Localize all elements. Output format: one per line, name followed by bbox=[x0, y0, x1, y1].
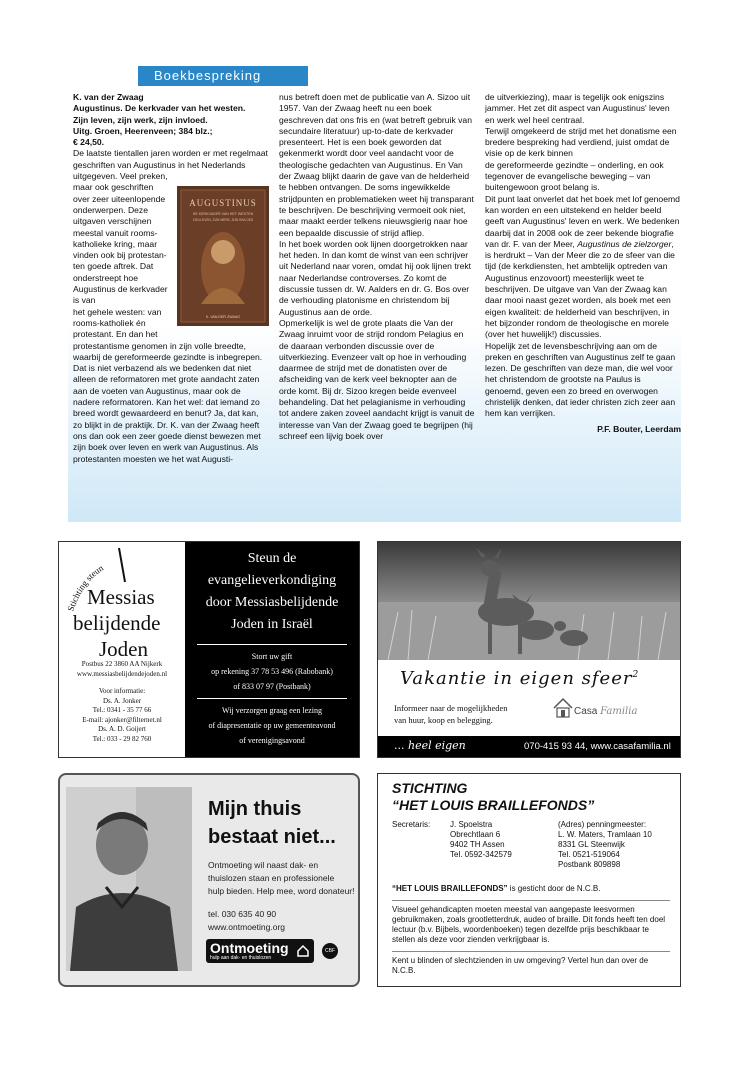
ontmoeting-logo-sub: hulp aan dak- en thuislozen bbox=[210, 955, 272, 961]
messias-address: Postbus 22 3860 AA Nijkerk bbox=[81, 660, 163, 668]
messias-gift: of 833 07 97 (Postbank) bbox=[233, 682, 311, 691]
ontmoeting-headline: bestaat niet... bbox=[208, 826, 336, 848]
braille-paragraph: Kent u blinden of slechtzienden in uw omgeving? Vertel hun dan over de N.C.B. bbox=[392, 956, 649, 975]
vakantie-url[interactable]: www.casafamilia.nl bbox=[590, 741, 671, 752]
braille-paragraph: Visueel gehandicapten moeten meestal van aangepaste leesvormen gebruikmaken, zoals grootletterdruk, audeo of braille. Dit fonds heeft ten doel lectuur (b.v. Bijbels, woordenboeken) tegen dezelfde prijs beschikbaar te stellen als deze voor zienden verkrijgbaar is. bbox=[392, 905, 666, 944]
messias-logo bbox=[59, 542, 185, 662]
cover-author: K. VAN DER ZWAAG bbox=[205, 315, 241, 320]
braille-title: “HET LOUIS BRAILLEFONDS” bbox=[392, 797, 595, 813]
messias-right-panel bbox=[185, 542, 359, 757]
cover-subtitle-2: ZIJN LEVEN, ZIJN WERK, ZIJN INVLOED bbox=[192, 218, 254, 223]
messias-gift: op rekening 37 78 53 496 (Rabobank) bbox=[211, 667, 333, 676]
braille-secretaris: 9402 TH Assen bbox=[450, 840, 505, 849]
braille-penning: 8331 GL Steenwijk bbox=[558, 840, 625, 849]
cbf-badge: CBF bbox=[322, 943, 338, 959]
braille-founded bbox=[392, 884, 670, 894]
ontmoeting-url[interactable]: www.ontmoeting.org bbox=[208, 922, 286, 932]
messias-info: Voor informatie: bbox=[98, 687, 146, 695]
vakantie-footer bbox=[378, 736, 680, 757]
review-text: De laatste tientallen jaren worden er met regelmaat geschriften van Augustinus in het Nederlands uitgegeven. Veel preken, bbox=[73, 148, 268, 182]
braille-founded-rest: is gesticht door de N.C.B. bbox=[507, 884, 601, 893]
review-header-4: Uitg. Groen, Heerenveen; 384 blz.; bbox=[73, 125, 213, 136]
review-text: nus betreft doen met de publicatie van A. Sizoo uit 1957. Van der Zwaag heeft nu een boek geschreven dat ons fris en (wat betreft gebruik van secundaire literatuur) up-to-date de kerkvader presenteert. Het is een boek geworden dat gekenmerkt wordt door veel aandacht voor de theologische gedachten van Augustinus. En Van der Zwaag blijkt daarin de gave van de helderheid te hebben ontvangen. De soms ingewikkelde strijdpunten en problematieken weet hij transparant te beschrijven. De beschrijving vermoeit ook niet, maar maakt eerder telkens nieuwsgierig naar hoe een bepaalde discussie of strijd afliep. bbox=[279, 92, 474, 238]
messias-info: E-mail: ajonker@filternet.nl bbox=[82, 715, 162, 724]
review-text: het gehele westen: van rooms-katholiek én protestant. En dan het protestantisme genomen in zijn volle breedte, waarbij de gereformeerde gezindte is inbegrepen. Dat is niet verbazend als we bedenken dat niet alleen de reformatoren met grote aandacht zaten aan de voeten van Augustinus, maar ook de nadere reformatoren. Kan het wel: dat iemand zo breed wordt gewaardeerd en benut? Ja, dat kan, zo blijkt in de praktijk. Dr. K. van der Zwaag heeft ons dan ook een zeer goede dienst bewezen met zijn boek over leven en werk van Augustinus. Als protestanten moesten we het wat Augusti- bbox=[73, 306, 263, 464]
casa-brand-2: Familia bbox=[600, 706, 638, 717]
casa-brand: Casa bbox=[574, 706, 598, 717]
review-text-part: Dit punt laat onverlet dat het boek met lof genoemd kan worden en een uitstekend en helder beeld geeft van Augustinus' leven en werk. We bedenken daarbij dat in 2008 ook de zeer bekende biografie van dr. F. van der Meer, bbox=[485, 193, 680, 249]
messias-headline: evangelieverkondiging bbox=[207, 573, 337, 588]
braille-ad[interactable] bbox=[377, 773, 681, 987]
braille-penning: L. W. Maters, Tramlaan 10 bbox=[558, 830, 652, 839]
messias-lecture: of verenigingsavond bbox=[239, 736, 305, 745]
braille-secretaris: Tel. 0592-342579 bbox=[450, 850, 512, 859]
casa-familia-ad[interactable] bbox=[377, 541, 681, 758]
vakantie-superscript: 2 bbox=[632, 670, 640, 680]
section-tab: Boekbespreking bbox=[138, 66, 308, 86]
messias-name-3: Joden bbox=[99, 637, 148, 661]
braille-founded-bold: “HET LOUIS BRAILLEFONDS” bbox=[392, 884, 508, 893]
messias-lecture: of diapresentatie op uw gemeenteavond bbox=[208, 721, 336, 730]
messias-ad[interactable] bbox=[58, 541, 360, 758]
vakantie-body: Informeer naar de mogelijkheden bbox=[394, 703, 508, 713]
braille-secretaris-label: Secretaris: bbox=[392, 820, 431, 829]
braille-title: STICHTING bbox=[392, 780, 468, 796]
vakantie-body: van huur, koop en belegging. bbox=[394, 715, 493, 725]
ontmoeting-headline: Mijn thuis bbox=[208, 798, 302, 820]
review-column-2 bbox=[279, 92, 475, 442]
cover-title: AUGUSTINUS bbox=[189, 198, 257, 209]
review-text: maar ook geschriften over zeer uiteenlopende onderwerpen. Deze uitgaven verschijnen meestal vanuit rooms-katholieke kring, maar vinden ook bij protestanten goede aftrek. Dat onderstreept hoe Augustinus de kerkvader is van bbox=[73, 182, 168, 306]
man-photo bbox=[66, 787, 192, 971]
deer-photo bbox=[378, 542, 680, 660]
ontmoeting-tel: tel. 030 635 40 90 bbox=[208, 909, 277, 919]
messias-headline: Steun de bbox=[247, 551, 297, 566]
review-text: In het boek worden ook lijnen doorgetrokken naar het heden. In dan komt de winst van een schrijver uit Nederland naar voren, omdat hij ook lijnen trekt naar Nederlandse controverses. Zo komt de discussie tussen dr. W. Aalders en dr. G. Bos over de verhouding platonisme en christendom bij Augustinus aan de orde. bbox=[279, 238, 472, 317]
review-header-2: Augustinus. De kerkvader van het westen. bbox=[73, 103, 246, 114]
messias-info: Tel.: 0341 - 35 77 66 bbox=[92, 706, 152, 714]
ontmoeting-ad[interactable] bbox=[58, 773, 360, 987]
ontmoeting-body: hulp bieden. Help mee, word donateur! bbox=[208, 886, 355, 896]
messias-headline: door Messiasbelijdende bbox=[205, 595, 339, 610]
ontmoeting-body: thuislozen staan en professionele bbox=[208, 873, 335, 883]
review-column-1 bbox=[73, 92, 269, 465]
braille-penning: Postbank 809898 bbox=[558, 860, 621, 869]
messias-left-panel bbox=[59, 542, 185, 757]
cover-subtitle: DE KERKVADER VAN HET WESTEN bbox=[192, 212, 254, 217]
messias-headline: Joden in Israël bbox=[231, 617, 313, 632]
review-signature: P.F. Bouter, Leerdam bbox=[597, 423, 681, 434]
braille-secretaris: J. Spoelstra bbox=[450, 820, 493, 829]
braille-secretaris: Obrechtlaan 6 bbox=[450, 830, 501, 839]
ontmoeting-logo bbox=[206, 939, 314, 963]
ontmoeting-logo-text: Ontmoeting bbox=[210, 940, 289, 956]
review-column-3 bbox=[485, 92, 681, 435]
braille-penning: (Adres) penningmeester: bbox=[558, 820, 647, 829]
review-text: de gereformeerde gezindte – onderling, en ook tegenover de evangelische beweging – van buitengewoon groot belang is. bbox=[485, 159, 664, 193]
review-text: Terwijl omgekeerd de strijd met het donatisme een bredere bespreking had verdiend, juist omdat de visie op de kerk binnen bbox=[485, 125, 677, 159]
ontmoeting-body: Ontmoeting wil naast dak- en bbox=[208, 860, 319, 870]
review-text-part: , is herdrukt – Van der Meer die zo de sfeer van die tijd (de kerkdiensten, het ambtelijk optreden van Augustinus enzovoort) meesterlijk weet te beschrijven. De uitgave van Van der Zwaag kan daar mooi naast gezet worden, als boek met een eigen kwaliteit: de helderheid van beschrijven, in het bijzonder rondom de theologische en morele (over het huwelijk!) discussies. bbox=[485, 238, 675, 340]
vakantie-panel bbox=[378, 660, 680, 736]
messias-name-1: Messias bbox=[87, 585, 155, 609]
review-header-1: K. van der Zwaag bbox=[73, 92, 144, 102]
vakantie-tagline: ... heel eigen bbox=[394, 739, 466, 752]
vakantie-phone: 070-415 93 44, bbox=[524, 741, 588, 752]
messias-lecture: Wij verzorgen graag een lezing bbox=[222, 706, 322, 715]
house-icon bbox=[552, 696, 574, 718]
messias-info: Tel.: 033 - 29 82 760 bbox=[92, 734, 152, 743]
review-text bbox=[485, 194, 681, 341]
book-title-italic: Augustinus de zielzorger bbox=[577, 238, 672, 249]
review-header-3: Zijn leven, zijn werk, zijn invloed. bbox=[73, 114, 208, 125]
messias-url[interactable]: www.messiasbelijdendejoden.nl bbox=[76, 669, 168, 678]
messias-name-2: belijdende bbox=[73, 611, 161, 635]
messias-info: Ds. A. D. Goijert bbox=[98, 725, 146, 733]
review-text: Opmerkelijk is wel de grote plaats die Van der Zwaag inruimt voor de strijd rondom Pelagius en de daaraan verbonden discussie over de uitverkiezing. Evenzeer valt op hoe in verhouding daarmee de strijd met de donatisten over de afscheiding van de kerk veel beknopter aan de orde komt. Bij dr. Sizoo kregen beide evenveel behandeling. Dat het pelagianisme in verhouding tot andere zaken zoveel aandacht krijgt is vanuit de interesse van Van der Zwaag goed te begrijpen (hij schreef een lijvig boek over bbox=[279, 317, 475, 441]
ontmoeting-house-icon bbox=[296, 944, 310, 958]
braille-penning: Tel. 0521-519064 bbox=[558, 850, 620, 859]
book-cover-image bbox=[177, 186, 269, 326]
messias-arc-text: Stichting steun bbox=[65, 562, 106, 613]
review-header-5: € 24,50. bbox=[73, 137, 105, 148]
vakantie-slogan: Vakantie in eigen sfeer bbox=[400, 668, 633, 689]
messias-info: Ds. A. Jonker bbox=[102, 696, 142, 705]
review-text: Hopelijk zet de levensbeschrijving aan om de preken en geschriften van Augustinus zelf te gaan lezen. De geschriften van deze man, die wel voor het christendom de grootste na Paulus is genoemd, geven een zo breed en overwogen christelijk denken, dat ieder christen zich zeer aan hem kan verrijken. bbox=[485, 340, 676, 419]
messias-gift: Stort uw gift bbox=[251, 652, 293, 661]
review-text: de uitverkiezing), maar is tegelijk ook enigszins jammer. Het zet dit aspect van Augustinus' leven en werk wel heel centraal. bbox=[485, 92, 670, 125]
